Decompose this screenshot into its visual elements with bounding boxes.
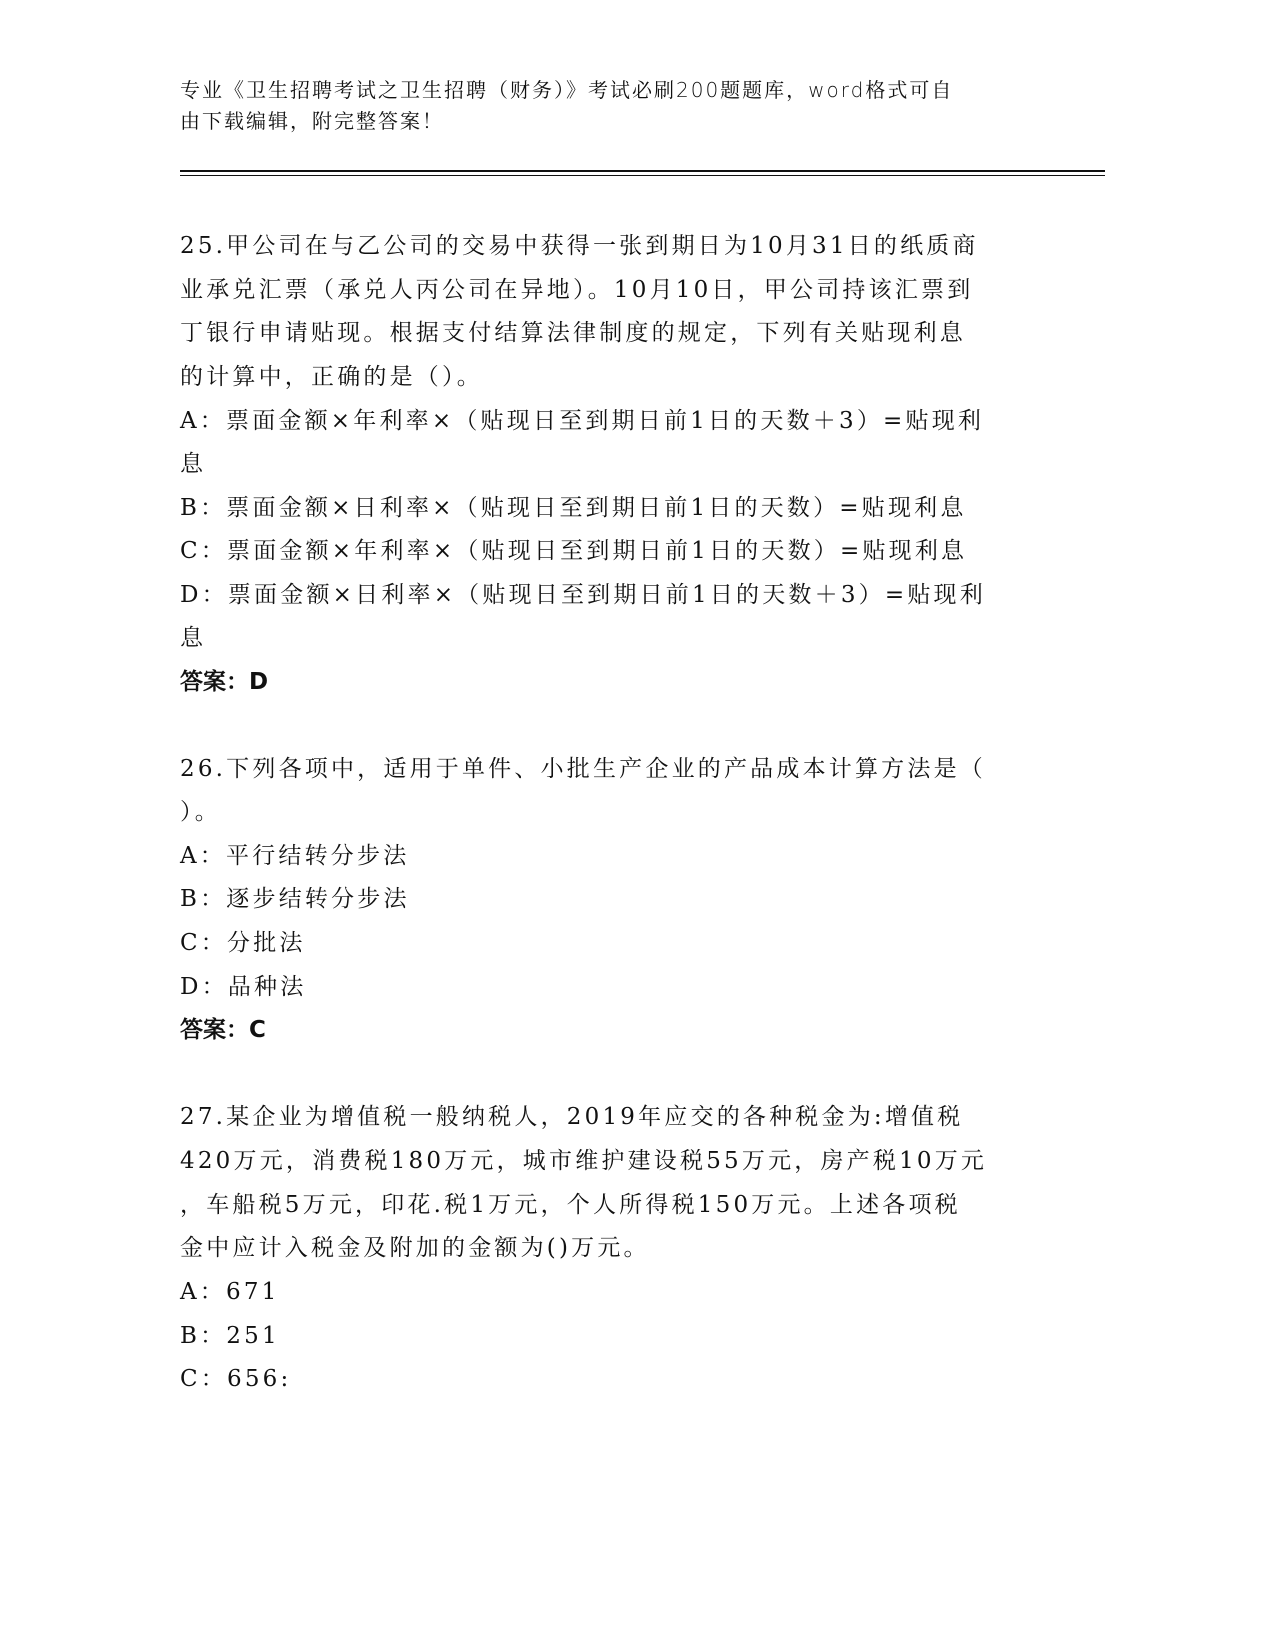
- question-text-line: 息: [180, 625, 207, 651]
- answer-option: D：票面金额×日利率×（贴现日至到期日前1日的天数＋3）=贴现利: [180, 582, 986, 608]
- question-text-line: 业承兑汇票（承兑人丙公司在异地）。10月10日，甲公司持该汇票到: [180, 277, 974, 303]
- question-stem: 27.某企业为增值税一般纳税人，2019年应交的各种税金为:增值税: [180, 1104, 964, 1130]
- question-text-line: 丁银行申请贴现。根据支付结算法律制度的规定，下列有关贴现利息: [180, 320, 966, 346]
- answer-option: C：票面金额×年利率×（贴现日至到期日前1日的天数）=贴现利息: [180, 538, 968, 564]
- header-divider: [180, 170, 1105, 172]
- question-text-line: 金中应计入税金及附加的金额为()万元。: [180, 1235, 650, 1261]
- question-stem: 26.下列各项中，适用于单件、小批生产企业的产品成本计算方法是（: [180, 756, 986, 782]
- answer-option: A：票面金额×年利率×（贴现日至到期日前1日的天数＋3）=贴现利: [180, 408, 985, 434]
- answer-key: 答案：D: [180, 669, 269, 695]
- question-text-line: ，车船税5万元，印花.税1万元，个人所得税150万元。上述各项税: [180, 1192, 961, 1218]
- header-divider-thin: [180, 175, 1105, 176]
- question-text-line: ）。: [180, 799, 221, 825]
- answer-option: C：656:: [180, 1366, 292, 1392]
- header-line-1: 专业《卫生招聘考试之卫生招聘（财务）》考试必刷200题题库，word格式可自: [180, 78, 954, 102]
- answer-option: B：票面金额×日利率×（贴现日至到期日前1日的天数）=贴现利息: [180, 495, 967, 521]
- answer-option: B：251: [180, 1323, 280, 1349]
- header-line-2: 由下载编辑，附完整答案！: [180, 109, 444, 133]
- question-text-line: 420万元，消费税180万元，城市维护建设税55万元，房产税10万元: [180, 1148, 988, 1174]
- question-text-line: 息: [180, 451, 207, 477]
- answer-option: A：平行结转分步法: [180, 843, 410, 869]
- answer-key: 答案：C: [180, 1017, 266, 1043]
- answer-option: A：671: [180, 1279, 280, 1305]
- question-stem: 25.甲公司在与乙公司的交易中获得一张到期日为10月31日的纸质商: [180, 233, 979, 259]
- answer-option: B：逐步结转分步法: [180, 886, 410, 912]
- answer-option: C：分批法: [180, 930, 306, 956]
- answer-option: D：品种法: [180, 974, 307, 1000]
- question-text-line: 的计算中，正确的是（）。: [180, 364, 483, 390]
